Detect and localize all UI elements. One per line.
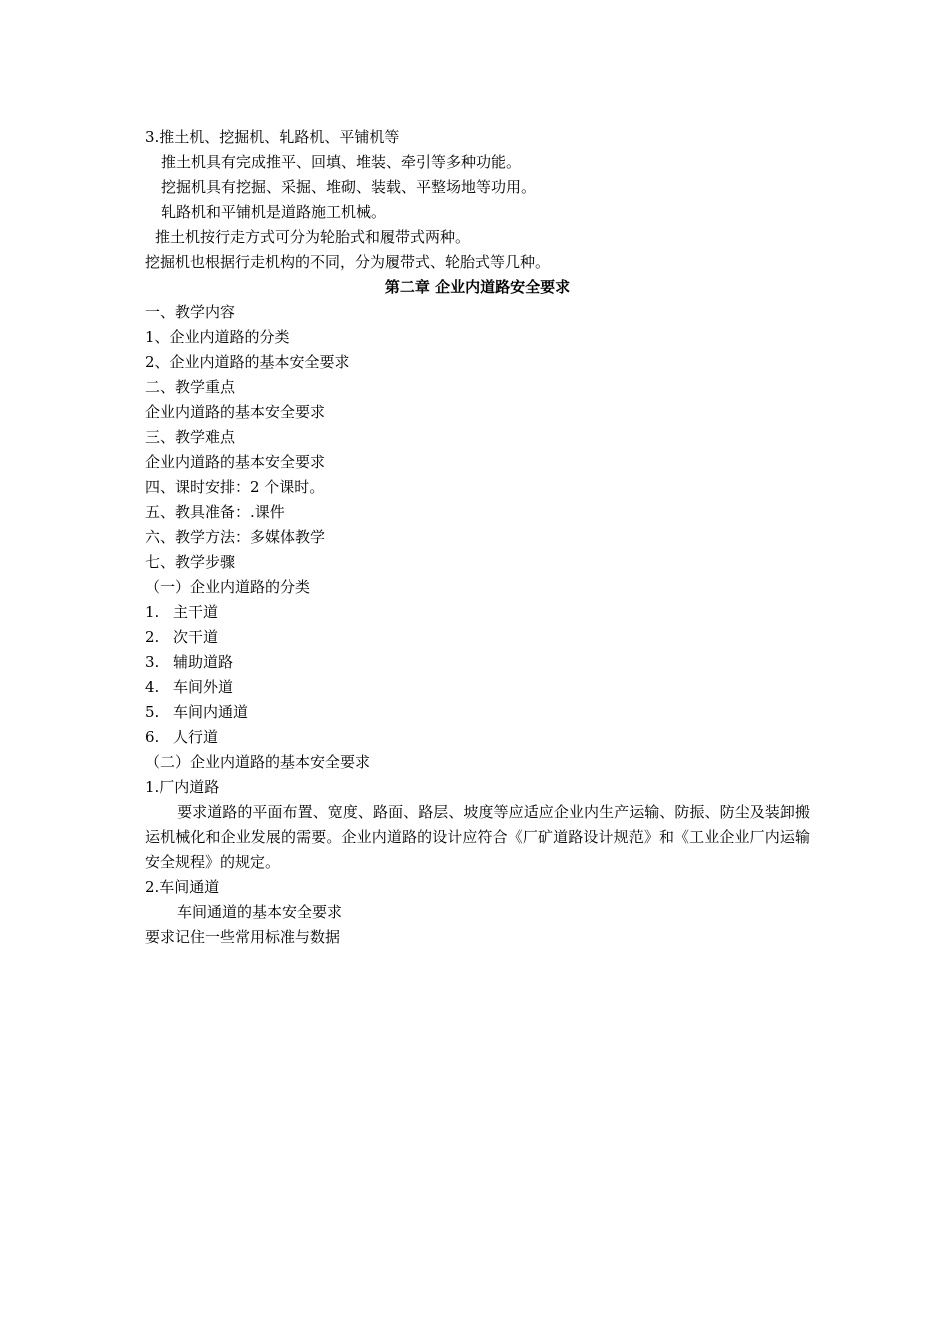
chapter-title: 第二章 企业内道路安全要求 bbox=[384, 278, 571, 296]
list-item-text: 辅助道路 bbox=[173, 653, 234, 671]
list-item bbox=[145, 700, 810, 725]
list-item-number: 6. bbox=[145, 728, 160, 746]
intro-line-bulldozer-function: 推土机具有完成推平、回填、堆装、牵引等多种功能。 bbox=[161, 153, 522, 171]
intro-line-excavator-types: 挖掘机也根据行走机构的不同，分为履带式、轮胎式等几种。 bbox=[145, 253, 551, 271]
tools-line: 五、教具准备：.课件 bbox=[145, 503, 285, 521]
steps-heading: 七、教学步骤 bbox=[145, 553, 236, 571]
list-item-text: 主干道 bbox=[173, 603, 219, 621]
hours-line: 四、课时安排：2 个课时。 bbox=[145, 478, 325, 496]
list-item-text: 人行道 bbox=[173, 728, 219, 746]
intro-line-excavator-function: 挖掘机具有挖掘、采掘、堆砌、装载、平整场地等功用。 bbox=[161, 178, 537, 196]
list-item-number: 2. bbox=[145, 628, 160, 646]
list-item-text: 车间外道 bbox=[173, 678, 234, 696]
list-item-number: 1. bbox=[145, 603, 160, 621]
list-item bbox=[145, 675, 810, 700]
workshop-passage-heading: 2.车间通道 bbox=[145, 878, 220, 896]
intro-line-roller-paver: 轧路机和平铺机是道路施工机械。 bbox=[161, 203, 387, 221]
method-line: 六、教学方法：多媒体教学 bbox=[145, 528, 326, 546]
list-item-number: 3. bbox=[145, 653, 160, 671]
difficulty-text: 企业内道路的基本安全要求 bbox=[145, 453, 326, 471]
list-item bbox=[145, 725, 810, 750]
list-item bbox=[145, 625, 810, 650]
list-item-text: 次干道 bbox=[173, 628, 219, 646]
workshop-passage-text: 车间通道的基本安全要求 bbox=[177, 903, 343, 921]
difficulty-heading: 三、教学难点 bbox=[145, 428, 236, 446]
factory-road-paragraph-text: 要求道路的平面布置、宽度、路面、路层、坡度等应适应企业内生产运输、防振、防尘及装卸搬运机械化和企业发展的需要。企业内道路的设计应符合《厂矿道路设计规范》和《工业企业厂内运输安全规程》的规定。 bbox=[145, 803, 810, 871]
document-page bbox=[145, 125, 810, 950]
factory-road-heading: 1.厂内道路 bbox=[145, 778, 220, 796]
list-item-number: 5. bbox=[145, 703, 160, 721]
factory-road-paragraph bbox=[145, 800, 810, 875]
list-item-text: 车间内通道 bbox=[173, 703, 249, 721]
content-item-2: 2、企业内道路的基本安全要求 bbox=[145, 353, 350, 371]
closing-line: 要求记住一些常用标准与数据 bbox=[145, 928, 341, 946]
intro-line-bulldozer-types: 推土机按行走方式可分为轮胎式和履带式两种。 bbox=[155, 228, 471, 246]
content-heading: 一、教学内容 bbox=[145, 303, 236, 321]
section2-heading: （二）企业内道路的基本安全要求 bbox=[145, 753, 371, 771]
content-item-1: 1、企业内道路的分类 bbox=[145, 328, 290, 346]
list-item-number: 4. bbox=[145, 678, 160, 696]
list-item bbox=[145, 650, 810, 675]
machines-heading: 3.推土机、挖掘机、轧路机、平铺机等 bbox=[145, 128, 400, 146]
section1-heading: （一）企业内道路的分类 bbox=[145, 578, 311, 596]
focus-heading: 二、教学重点 bbox=[145, 378, 236, 396]
list-item bbox=[145, 600, 810, 625]
focus-text: 企业内道路的基本安全要求 bbox=[145, 403, 326, 421]
